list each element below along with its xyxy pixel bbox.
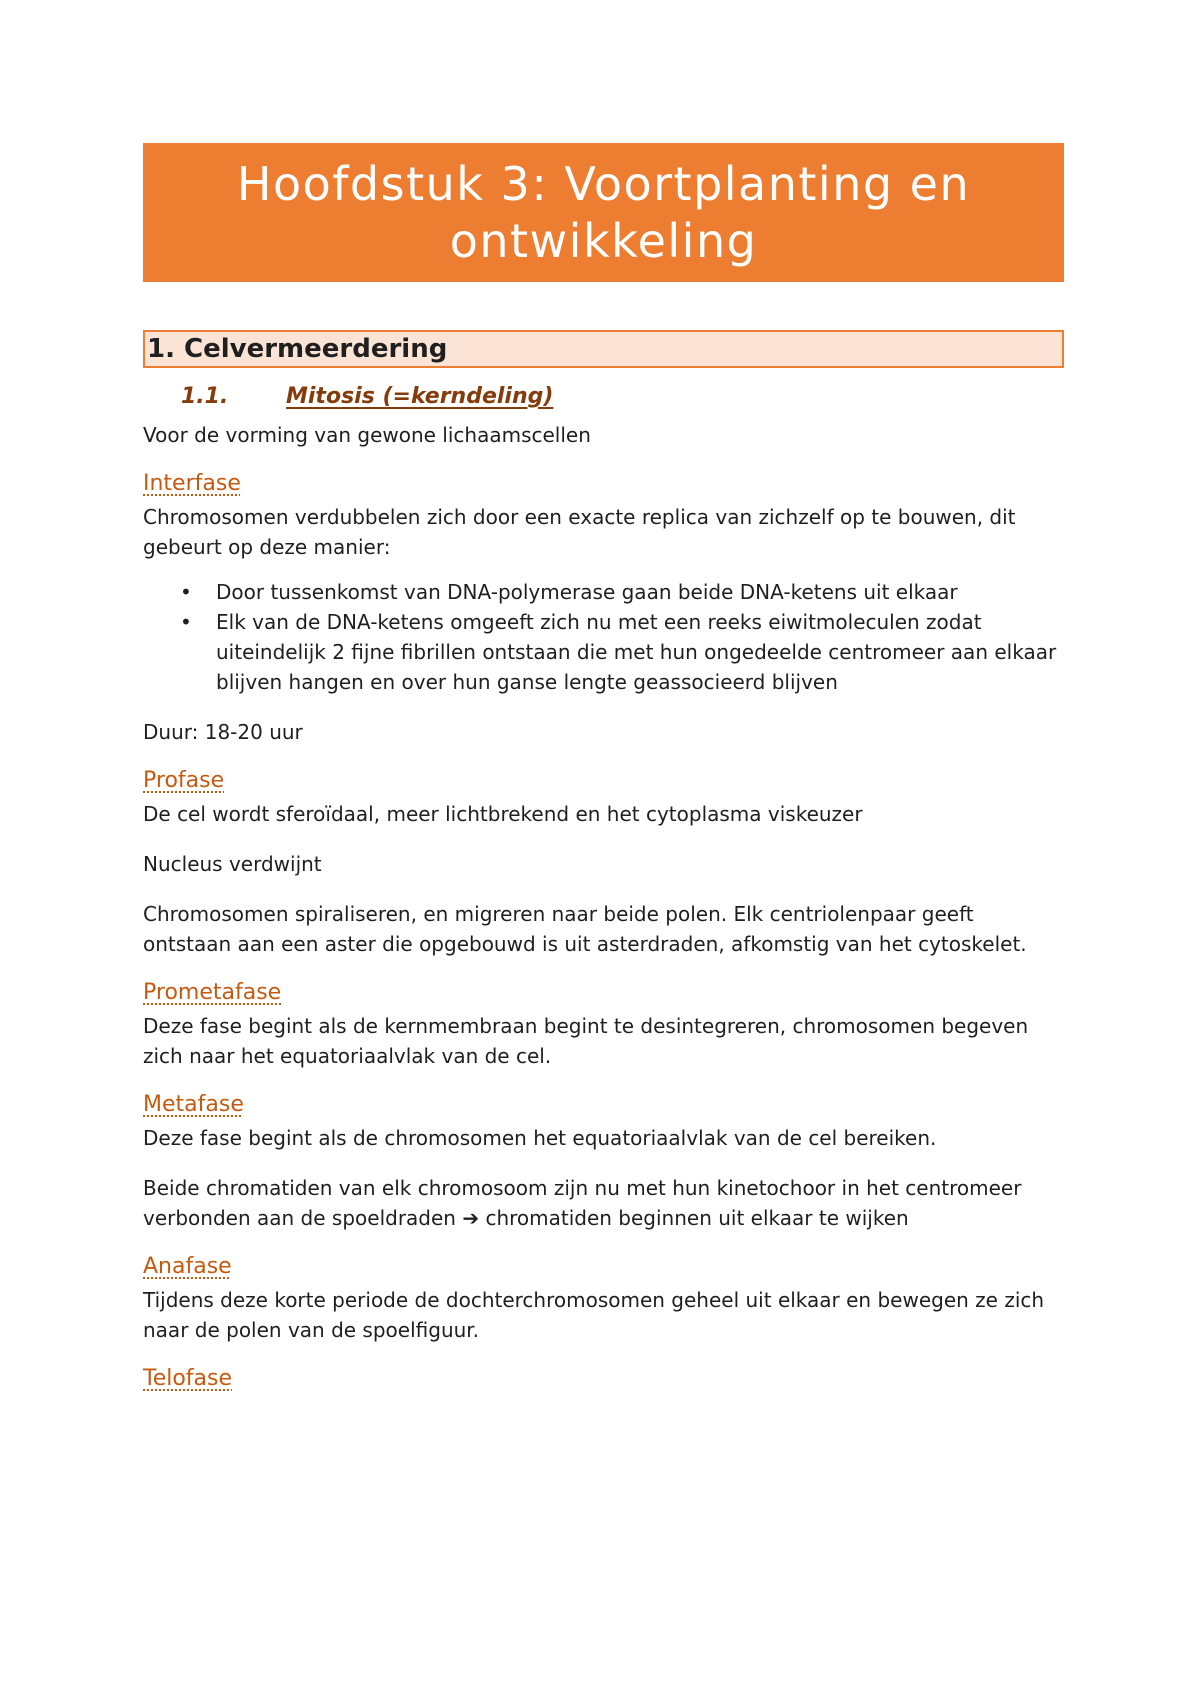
- list-item: [143, 607, 1064, 697]
- document-title: Hoofdstuk 3: Voortplanting en ontwikkeling: [236, 156, 971, 268]
- profase-paragraph-1: De cel wordt sferoïdaal, meer lichtbrekend en het cytoplasma viskeuzer: [143, 802, 863, 826]
- subheading-interfase: Interfase: [143, 471, 241, 496]
- interfase-bullet-list: [143, 577, 1064, 697]
- metafase-paragraph-1: Deze fase begint als de chromosomen het equatoriaalvlak van de cel bereiken.: [143, 1126, 937, 1150]
- list-item: [143, 577, 1064, 607]
- subheading-anafase: Anafase: [143, 1254, 232, 1279]
- heading-1-box: [143, 330, 1064, 368]
- heading-2-number: 1.1.: [181, 384, 229, 409]
- heading-2: [143, 384, 1064, 418]
- intro-paragraph: Voor de vorming van gewone lichaamscellen: [143, 423, 591, 447]
- profase-paragraph-3: Chromosomen spiraliseren, en migreren naar beide polen. Elk centriolenpaar geeft ontstaan aan een aster die opgebouwd is uit asterdraden, afkomstig van het cytoskelet.: [143, 902, 1027, 956]
- heading-2-text: Mitosis (=kerndeling): [286, 384, 554, 409]
- title-banner: [143, 143, 1064, 282]
- list-item-text: Elk van de DNA-ketens omgeeft zich nu met een reeks eiwitmoleculen zodat uiteindelijk 2 fijne fibrillen ontstaan die met hun ongedeelde centromeer aan elkaar blijven hangen en over hun ganse lengte geassocieerd blijven: [216, 610, 1057, 694]
- profase-paragraph-2: Nucleus verdwijnt: [143, 852, 322, 876]
- prometafase-paragraph: Deze fase begint als de kernmembraan begint te desintegreren, chromosomen begeven zich naar het equatoriaalvlak van de cel.: [143, 1014, 1029, 1068]
- subheading-prometafase: Prometafase: [143, 980, 282, 1005]
- interfase-paragraph: Chromosomen verdubbelen zich door een exacte replica van zichzelf op te bouwen, dit gebeurt op deze manier:: [143, 505, 1016, 559]
- metafase-paragraph-2: Beide chromatiden van elk chromosoom zijn nu met hun kinetochoor in het centromeer verbonden aan de spoeldraden ➔ chromatiden beginnen uit elkaar te wijken: [143, 1176, 1022, 1230]
- interfase-duration: Duur: 18-20 uur: [143, 720, 303, 744]
- heading-1: 1. Celvermeerdering: [147, 334, 448, 364]
- bullet-icon: •: [180, 580, 192, 604]
- list-item-text: Door tussenkomst van DNA-polymerase gaan beide DNA-ketens uit elkaar: [216, 580, 958, 604]
- subheading-profase: Profase: [143, 768, 225, 793]
- document-page: [143, 143, 1064, 1395]
- anafase-paragraph: Tijdens deze korte periode de dochterchromosomen geheel uit elkaar en bewegen ze zich naar de polen van de spoelfiguur.: [143, 1288, 1045, 1342]
- subheading-metafase: Metafase: [143, 1092, 244, 1117]
- subheading-telofase: Telofase: [143, 1366, 233, 1391]
- bullet-icon: •: [180, 610, 192, 634]
